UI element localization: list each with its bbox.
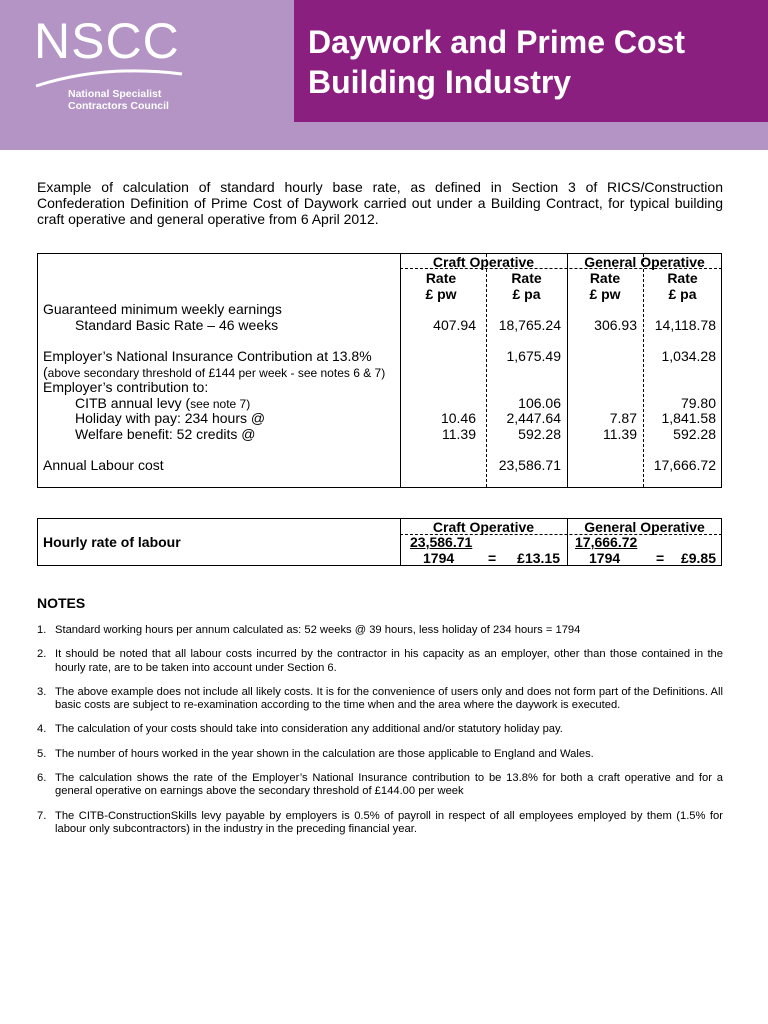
- craft-equals: =: [488, 550, 497, 566]
- header-pa: £ pa: [668, 286, 697, 302]
- header-pw: £ pw: [425, 286, 457, 302]
- row-label-ni: Employer’s National Insurance Contribution at 13.8%: [43, 348, 372, 364]
- header-pa: £ pa: [512, 286, 541, 302]
- note-number: 3.: [37, 685, 47, 698]
- note-item: [37, 748, 723, 761]
- citb-label: CITB annual levy (: [75, 395, 191, 411]
- welfare-craft-pa: 592.28: [518, 426, 561, 442]
- note-text: The CITB-ConstructionSkills levy payable by employers is 0.5% of payroll in respect of all employees employed by them (1.5% for labour only subcontractors) in the industry in the preceding financial year.: [55, 809, 723, 835]
- header-craft-operative: Craft Operative: [432, 254, 535, 270]
- ni-sub-open: (: [43, 364, 48, 380]
- cost-table: [37, 253, 722, 488]
- note-text: The calculation shows the rate of the Employer’s National Insurance contribution to be 13.8% for both a craft operative and for a general operative on earnings above the secondary threshold of £144.00 per week: [55, 772, 723, 798]
- note-text: It should be noted that all labour costs incurred by the contractor in his capacity as an employer, other than those contained in the hourly rate, are to be taken into account under Section 6.: [55, 648, 723, 674]
- note-text: The number of hours worked in the year shown in the calculation are those applicable to England and Wales.: [55, 747, 594, 760]
- row-label-holiday: Holiday with pay: 234 hours @: [75, 410, 266, 426]
- logo-name: NSCC: [34, 13, 180, 69]
- note-item: [37, 772, 723, 799]
- row-label-citb: [75, 395, 250, 411]
- note-text: The calculation of your costs should take into consideration any additional and/or statutory holiday pay.: [55, 723, 563, 736]
- row-label-contrib: Employer’s contribution to:: [43, 379, 209, 395]
- holiday-gen-pa: 1,841.58: [661, 410, 716, 426]
- header-rate: Rate: [425, 270, 457, 286]
- craft-numerator: 23,586.71: [410, 534, 473, 550]
- hourly-rate-table: [37, 518, 722, 566]
- page-title-line2: Building Industry: [308, 64, 572, 100]
- note-number: 4.: [37, 723, 47, 736]
- annual-gen-pa: 17,666.72: [653, 457, 716, 473]
- annual-craft-pa: 23,586.71: [498, 457, 561, 473]
- hourly-header-general: General Operative: [584, 519, 705, 535]
- holiday-craft-pa: 2,447.64: [506, 410, 561, 426]
- row-label-annual: Annual Labour cost: [43, 457, 164, 473]
- logo-subtitle-line1: National Specialist: [68, 88, 162, 100]
- intro-paragraph: Example of calculation of standard hourly base rate, as defined in Section 3 of RICS/Construction Confederation Definition of Prime Cost of Daywork carried out under a Building Contract, for typical building craft operative and general operative from 6 April 2012.: [37, 179, 723, 227]
- hourly-rate-label: Hourly rate of labour: [43, 534, 181, 550]
- holiday-gen-pw: 7.87: [609, 410, 637, 426]
- citb-craft-pa: 106.06: [518, 395, 561, 411]
- note-item: [37, 810, 723, 837]
- header-pw: £ pw: [589, 286, 621, 302]
- general-denominator: 1794: [589, 550, 621, 566]
- citb-note: see note 7): [190, 397, 251, 411]
- row-label-ni-sub: [43, 364, 385, 380]
- header-band: [0, 0, 768, 150]
- note-item: [37, 723, 723, 736]
- welfare-gen-pa: 592.28: [673, 426, 716, 442]
- citb-gen-pa: 79.80: [680, 395, 716, 411]
- sbr-gen-pw: 306.93: [594, 317, 637, 333]
- note-number: 2.: [37, 648, 47, 661]
- logo-swoosh-icon: [34, 66, 184, 90]
- note-number: 5.: [37, 747, 47, 760]
- hourly-header-craft: Craft Operative: [432, 519, 535, 535]
- header-rate: Rate: [667, 270, 698, 286]
- page-title: [308, 22, 758, 102]
- sbr-craft-pa: 18,765.24: [498, 317, 561, 333]
- row-label-welfare: Welfare benefit: 52 credits @: [75, 426, 256, 442]
- notes-title: NOTES: [37, 595, 86, 611]
- ni-gen-pa: 1,034.28: [661, 348, 716, 364]
- sbr-craft-pw: 407.94: [433, 317, 476, 333]
- craft-denominator: 1794: [423, 550, 455, 566]
- page-title-line1: Daywork and Prime Cost: [308, 24, 685, 60]
- general-equals: =: [656, 550, 665, 566]
- note-number: 7.: [37, 809, 47, 822]
- ni-craft-pa: 1,675.49: [506, 348, 561, 364]
- welfare-gen-pw: 11.39: [603, 426, 637, 442]
- note-text: Standard working hours per annum calculated as: 52 weeks @ 39 hours, less holiday of 234 hours = 1794: [55, 624, 581, 636]
- logo-subtitle-line2: Contractors Council: [68, 100, 169, 112]
- note-item: [37, 648, 723, 675]
- welfare-craft-pw: 11.39: [442, 426, 476, 442]
- note-number: 1.: [37, 624, 47, 636]
- ni-sub-text: above secondary threshold of £144 per week - see notes 6 & 7): [47, 366, 386, 380]
- craft-hourly-result: £13.15: [517, 550, 560, 566]
- notes-list: [37, 624, 723, 847]
- row-label-gmwe: Guaranteed minimum weekly earnings: [43, 301, 282, 317]
- note-text: The above example does not include all likely costs. It is for the convenience of users only and does not form part of the Definitions. All basic costs are subject to re-examination according to the time when and the area where the daywork is executed.: [55, 685, 723, 712]
- note-item: [37, 624, 723, 637]
- header-rate: Rate: [511, 270, 542, 286]
- general-numerator: 17,666.72: [575, 534, 638, 550]
- header-rate: Rate: [589, 270, 621, 286]
- general-hourly-result: £9.85: [680, 550, 716, 566]
- note-number: 6.: [37, 772, 47, 785]
- sbr-gen-pa: 14,118.78: [654, 317, 716, 333]
- logo-subtitle: [68, 88, 268, 112]
- header-general-operative: General Operative: [584, 254, 705, 270]
- holiday-craft-pw: 10.46: [440, 410, 476, 426]
- row-label-sbr: Standard Basic Rate – 46 weeks: [75, 317, 279, 333]
- note-item: [37, 686, 723, 713]
